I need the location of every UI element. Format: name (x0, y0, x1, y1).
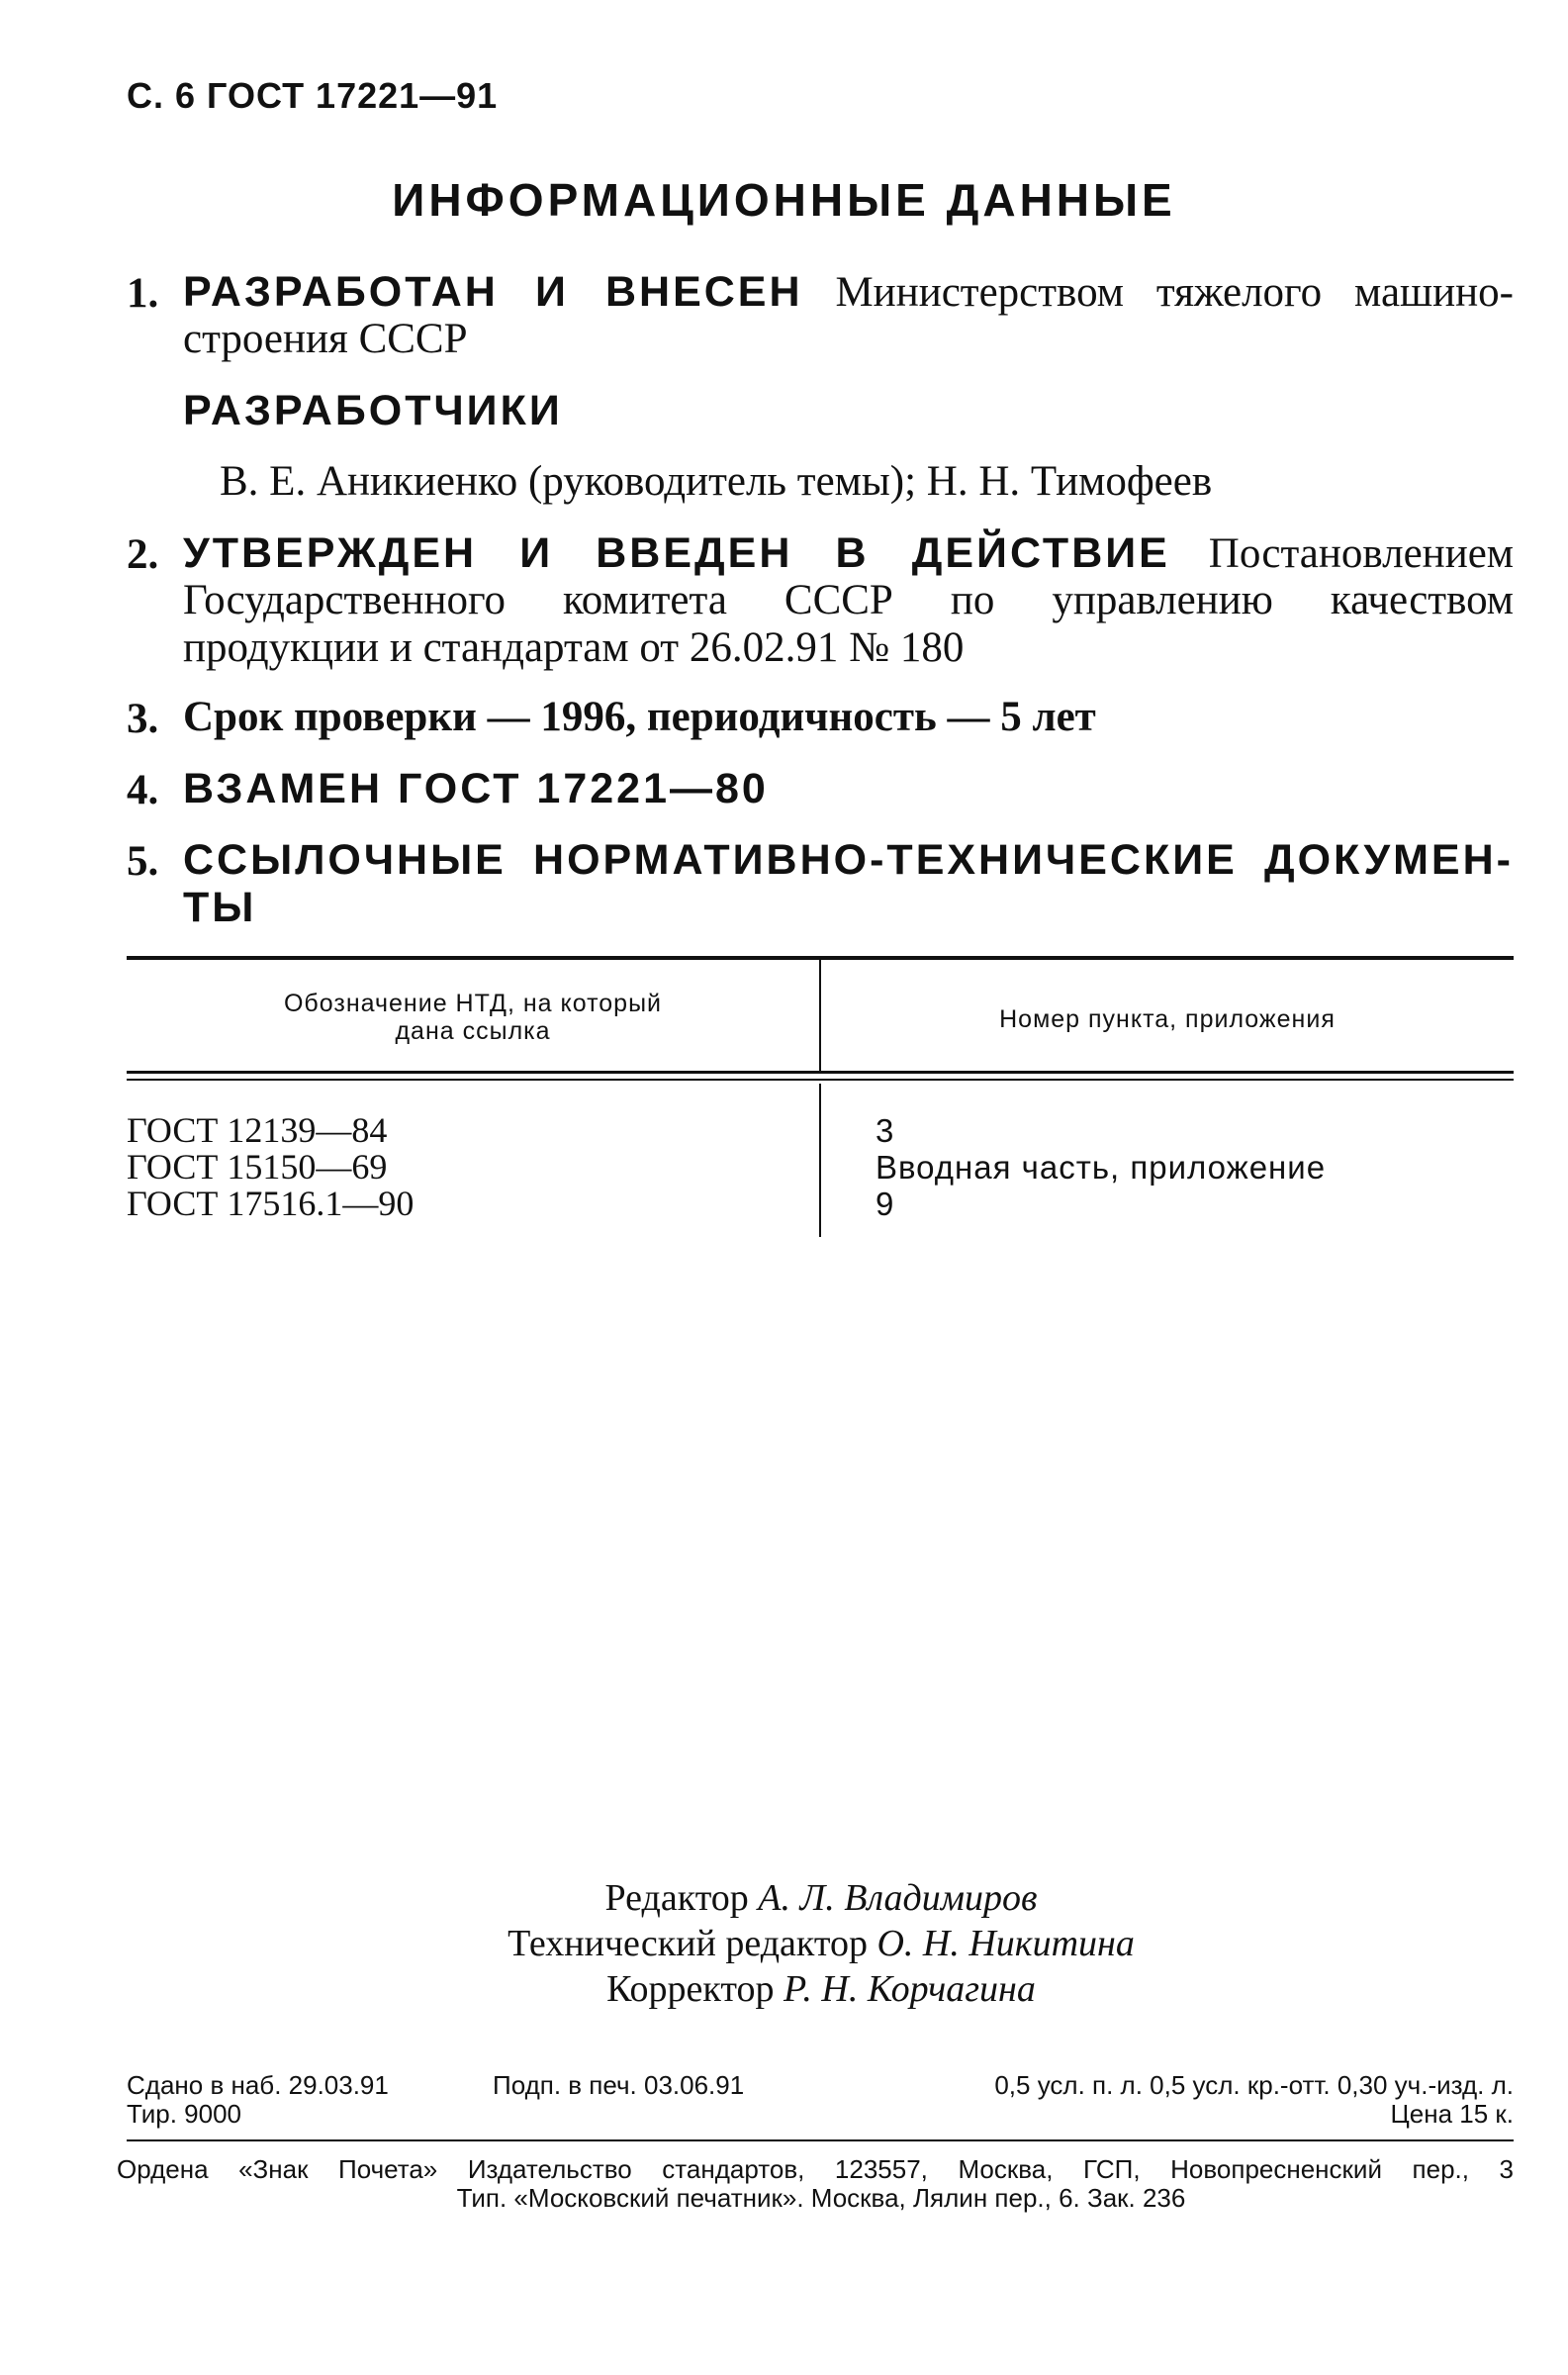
table-header-rule-2 (127, 1079, 1514, 1081)
imprint-submitted: Сдано в наб. 29.03.91 (127, 2070, 389, 2100)
item-2-line-1 (183, 530, 1514, 577)
imprint-rule (127, 2139, 1514, 2141)
item-2-number: 2. (127, 531, 159, 578)
item-3-text: Срок проверки — 1996, периодичность — 5 лет (183, 694, 1096, 740)
item-1-caps: РАЗРАБОТАН И ВНЕСЕН (183, 268, 803, 316)
table-header-ntd-line-2: дана ссылка (395, 1017, 551, 1045)
table-row-1-clause: 3 (876, 1112, 895, 1149)
developers-heading: РАЗРАБОТЧИКИ (183, 387, 563, 434)
item-2-caps: УТВЕРЖДЕН И ВВЕДЕН В ДЕЙСТВИЕ (183, 529, 1170, 577)
credit-editor (0, 1875, 1568, 1921)
credit-tech-editor-name: О. Н. Никитина (876, 1923, 1135, 1964)
table-row-2-clause: Вводная часть, приложение (876, 1149, 1327, 1186)
table-header-ntd (127, 990, 819, 1045)
credit-proofreader-label: Корректор (606, 1968, 775, 2010)
credit-proofreader (0, 1966, 1568, 2012)
imprint-print-run: Тир. 9000 (127, 2099, 242, 2129)
table-body-divider (819, 1084, 821, 1237)
table-row-1-ntd: ГОСТ 12139—84 (127, 1110, 388, 1150)
item-1-line-2: строения СССР (183, 316, 468, 362)
item-3-number: 3. (127, 696, 159, 742)
item-1-rest: Министерством тяжелого машино- (835, 269, 1514, 316)
item-1-line-1 (183, 269, 1514, 316)
imprint-price: Цена 15 к. (1390, 2099, 1514, 2129)
credit-editor-name: А. Л. Владимиров (758, 1877, 1038, 1919)
item-4-text: ВЗАМЕН ГОСТ 17221—80 (183, 765, 769, 812)
page-title: ИНФОРМАЦИОННЫЕ ДАННЫЕ (392, 174, 1176, 226)
table-row-2-ntd: ГОСТ 15150—69 (127, 1147, 388, 1187)
item-1-number: 1. (127, 270, 159, 317)
imprint-sheets: 0,5 усл. п. л. 0,5 усл. кр.-отт. 0,30 уч.-изд. л. (994, 2070, 1514, 2100)
developers-list: В. Е. Аникиенко (руководитель темы); Н. Н. Тимофеев (220, 458, 1213, 505)
item-5-number: 5. (127, 838, 159, 885)
imprint-signed: Подп. в печ. 03.06.91 (493, 2070, 745, 2100)
item-5-line-1: ССЫЛОЧНЫЕ НОРМАТИВНО-ТЕХНИЧЕСКИЕ ДОКУМЕН- (183, 836, 1514, 884)
item-4-number: 4. (127, 767, 159, 813)
credit-tech-editor (0, 1921, 1568, 1966)
item-2-line-2: Государственного комитета СССР по управлению качеством (183, 577, 1514, 623)
item-2-rest: Постановлением (1208, 530, 1515, 577)
imprint-printer: Тип. «Московский печатник». Москва, Лялин пер., 6. Зак. 236 (456, 2183, 1186, 2213)
table-header-clause: Номер пункта, приложения (999, 1005, 1336, 1033)
table-header-ntd-line-1: Обозначение НТД, на который (283, 990, 663, 1017)
credit-editor-label: Редактор (604, 1877, 749, 1919)
item-5-line-2: ТЫ (183, 884, 257, 931)
table-row-3-ntd: ГОСТ 17516.1—90 (127, 1184, 415, 1223)
table-row-3-clause: 9 (876, 1186, 895, 1222)
table-header-rule-1 (127, 1071, 1514, 1074)
credit-tech-editor-label: Технический редактор (507, 1923, 868, 1964)
item-2-line-3: продукции и стандартам от 26.02.91 № 180 (183, 624, 965, 671)
page-header: С. 6 ГОСТ 17221—91 (127, 75, 499, 116)
imprint-publisher: Ордена «Знак Почета» Издательство стандартов, 123557, Москва, ГСП, Новопресненский пер., 3 (117, 2154, 1514, 2184)
credit-proofreader-name: Р. Н. Корчагина (783, 1968, 1036, 2010)
